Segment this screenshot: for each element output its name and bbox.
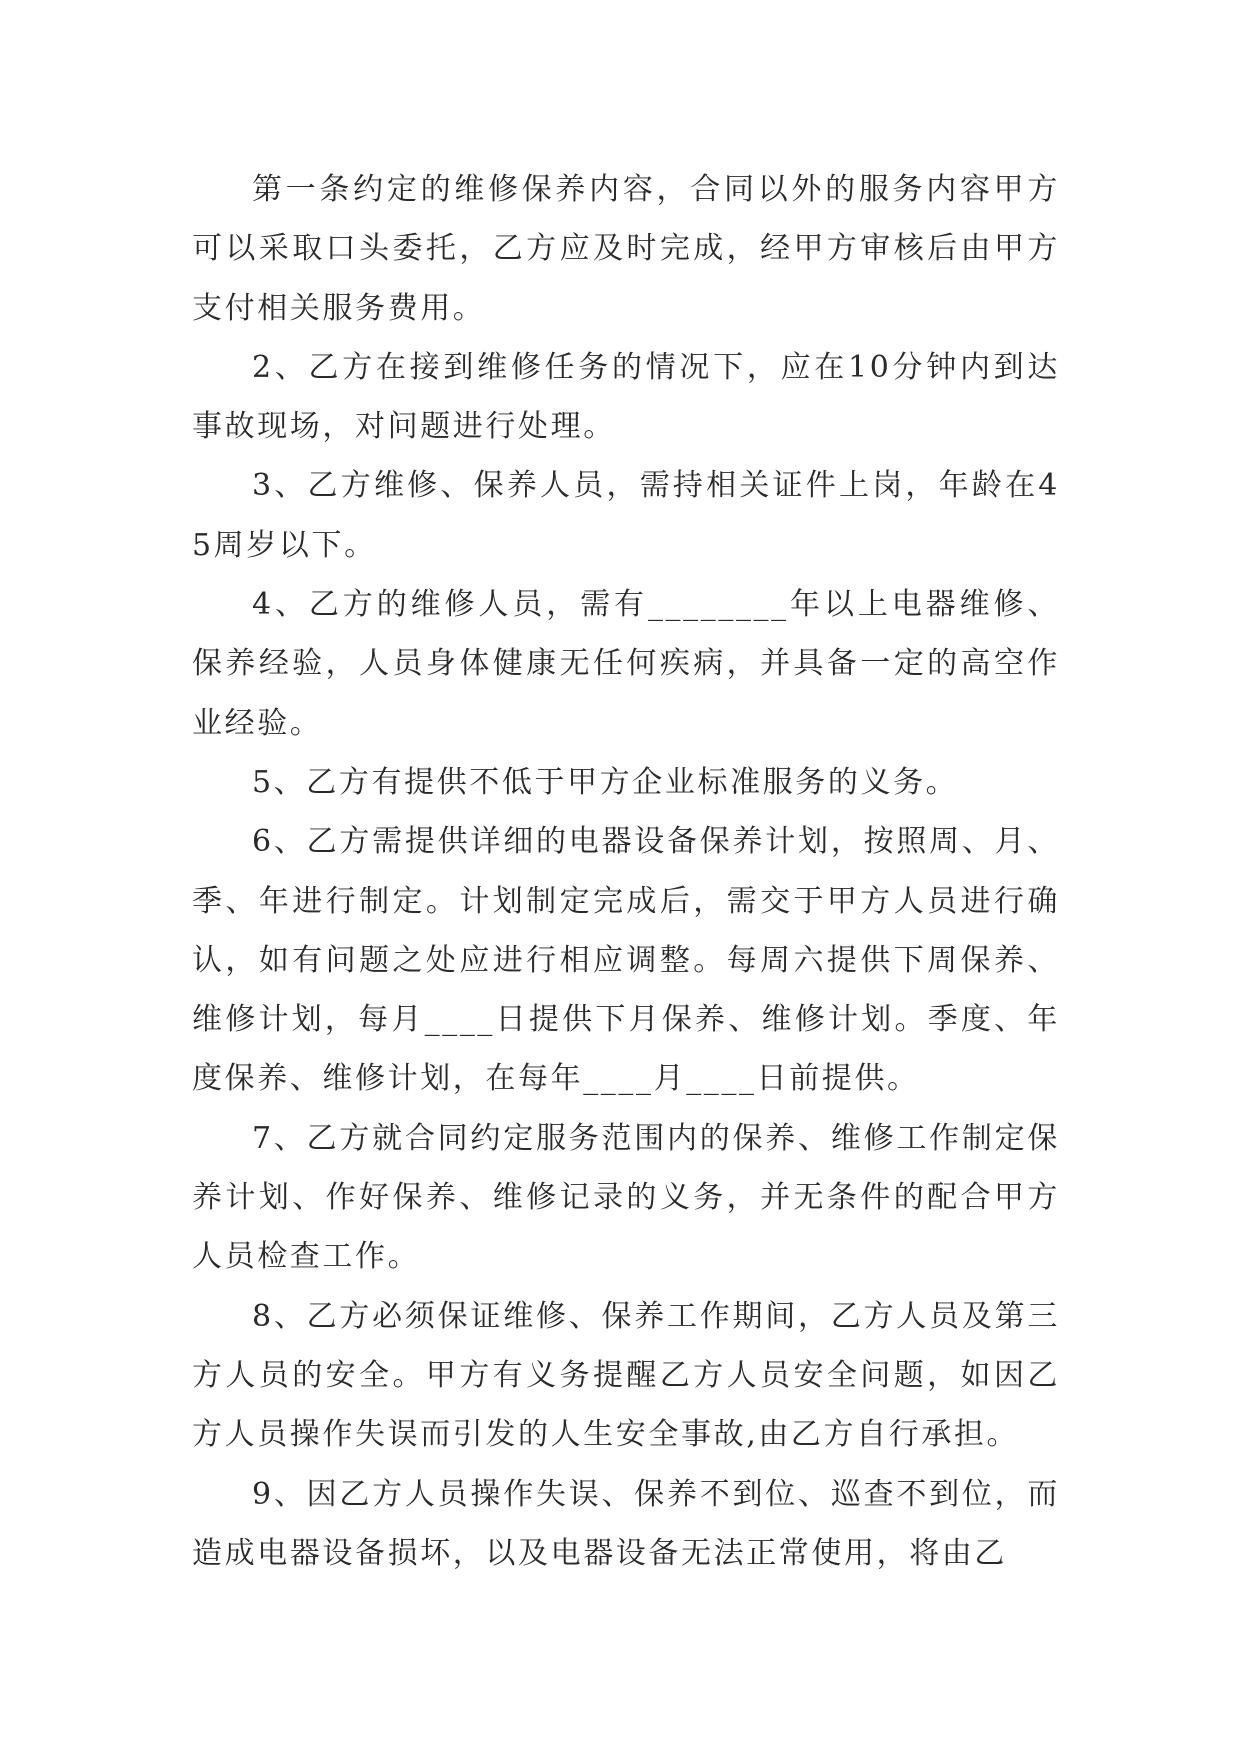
paragraph-9: 9、因乙方人员操作失误、保养不到位、巡查不到位，而造成电器设备损坏，以及电器设备无法正常使用，将由乙 <box>192 1476 1060 1571</box>
paragraph-6: 6、乙方需提供详细的电器设备保养计划，按照周、月、季、年进行制定。计划制定完成后，需交于甲方人员进行确认，如有问题之处应进行相应调整。每周六提供下周保养、维修计划，每月____日提供下月保养、维修计划。季度、年度保养、维修计划，在每年____月____日前提供。 <box>192 824 1060 1097</box>
paragraph-3: 3、乙方维修、保养人员，需持相关证件上岗，年龄在45周岁以下。 <box>192 468 1060 563</box>
paragraph-4: 4、乙方的维修人员，需有________年以上电器维修、保养经验，人员身体健康无任何疾病，并具备一定的高空作业经验。 <box>192 587 1060 741</box>
paragraph-5: 5、乙方有提供不低于甲方企业标准服务的义务。 <box>252 764 959 800</box>
document-body <box>192 160 1060 1583</box>
paragraph-7: 7、乙方就合同约定服务范围内的保养、维修工作制定保养计划、作好保养、维修记录的义务，并无条件的配合甲方人员检查工作。 <box>192 1120 1060 1275</box>
paragraph-1: 第一条约定的维修保养内容，合同以外的服务内容甲方可以采取口头委托，乙方应及时完成，经甲方审核后由甲方支付相关服务费用。 <box>192 172 1060 326</box>
paragraph-8: 8、乙方必须保证维修、保养工作期间，乙方人员及第三方人员的安全。甲方有义务提醒乙方人员安全问题，如因乙方人员操作失误而引发的人生安全事故,由乙方自行承担。 <box>192 1298 1060 1453</box>
paragraph-2: 2、乙方在接到维修任务的情况下，应在10分钟内到达事故现场，对问题进行处理。 <box>192 349 1060 445</box>
